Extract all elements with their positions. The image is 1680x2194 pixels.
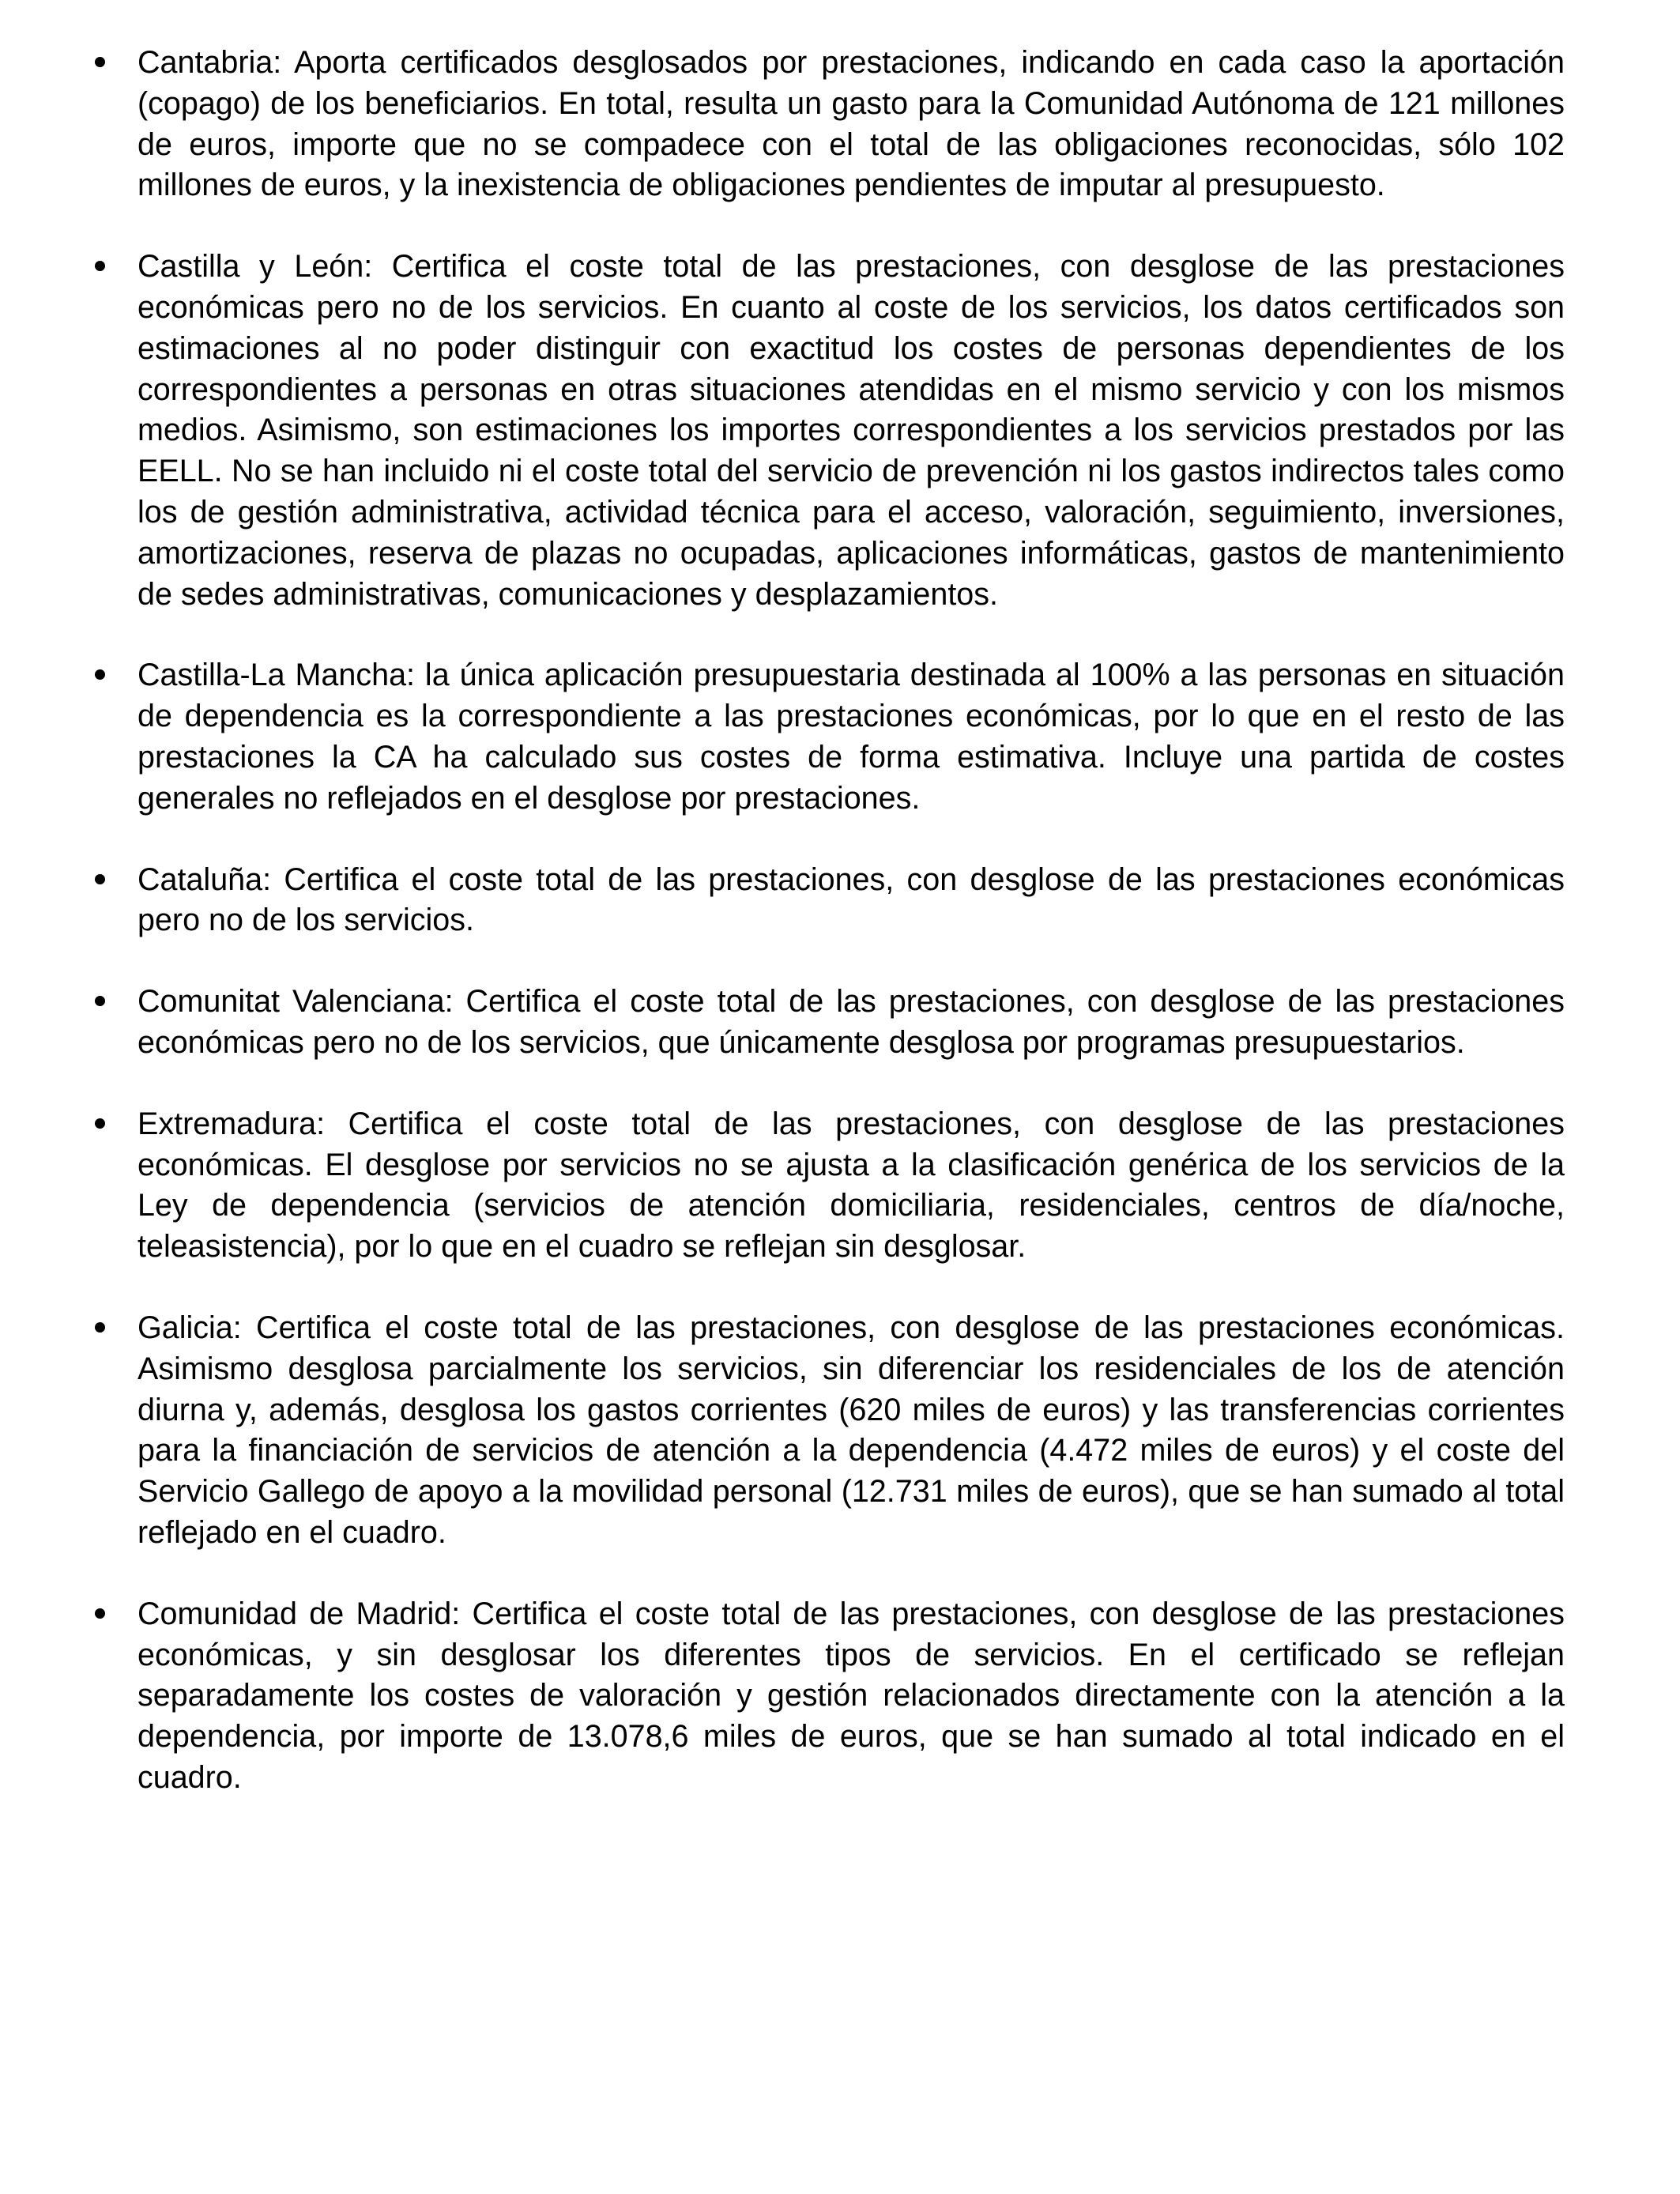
bullet-list (95, 43, 1565, 1839)
bullet-dot-icon (95, 669, 105, 680)
list-item-text: Comunitat Valenciana: Certifica el coste total de las prestaciones, con desglose de las prestaciones económicas pero no de los servicios, que únicamente desglosa por programas presupuestarios. (137, 984, 1565, 1060)
bullet-dot-icon (95, 1118, 105, 1129)
bullet-dot-icon (95, 1608, 105, 1619)
list-item-cataluna (95, 860, 1565, 942)
bullet-dot-icon (95, 996, 105, 1006)
list-item-text: Galicia: Certifica el coste total de las prestaciones, con desglose de las prestaciones económicas. Asimismo desglosa parcialmente los servicios, sin diferenciar los residenciales de los de atención diurna y, además, desglosa los gastos corrientes (620 miles de euros) y las transferencias corrientes para la financiación de servicios de atención a la dependencia (4.472 miles de euros) y el coste del Servicio Gallego de apoyo a la movilidad personal (12.731 miles de euros), que se han sumado al total reflejado en el cuadro. (137, 1310, 1565, 1550)
bullet-dot-icon (95, 261, 105, 271)
list-item-text: Castilla y León: Certifica el coste total de las prestaciones, con desglose de las prestaciones económicas pero no de los servicios. En cuanto al coste de los servicios, los datos certificados son estimaciones al no poder distinguir con exactitud los costes de personas dependientes de los correspondientes a personas en otras situaciones atendidas en el mismo servicio y con los mismos medios. Asimismo, son estimaciones los importes correspondientes a los servicios prestados por las EELL. No se han incluido ni el coste total del servicio de prevención ni los gastos indirectos tales como los de gestión administrativa, actividad técnica para el acceso, valoración, seguimiento, inversiones, amortizaciones, reserva de plazas no ocupadas, aplicaciones informáticas, gastos de mantenimiento de sedes administrativas, comunicaciones y desplazamientos. (137, 249, 1565, 612)
bullet-dot-icon (95, 57, 105, 67)
list-item-castilla-y-leon (95, 247, 1565, 615)
list-item-text: Cantabria: Aporta certificados desglosados por prestaciones, indicando en cada caso la aportación (copago) de los beneficiarios. En total, resulta un gasto para la Comunidad Autónoma de 121 millones de euros, importe que no se compadece con el total de las obligaciones reconocidas, sólo 102 millones de euros, y la inexistencia de obligaciones pendientes de imputar al presupuesto. (137, 45, 1565, 203)
list-item-text: Extremadura: Certifica el coste total de las prestaciones, con desglose de las prestaciones económicas. El desglose por servicios no se ajusta a la clasificación genérica de los servicios de la Ley de dependencia (servicios de atención domiciliaria, residenciales, centros de día/noche, teleasistencia), por lo que en el cuadro se reflejan sin desglosar. (137, 1106, 1565, 1265)
list-item-text: Castilla-La Mancha: la única aplicación presupuestaria destinada al 100% a las personas en situación de dependencia es la correspondiente a las prestaciones económicas, por lo que en el resto de las prestaciones la CA ha calculado sus costes de forma estimativa. Incluye una partida de costes generales no reflejados en el desglose por prestaciones. (137, 658, 1565, 816)
list-item-castilla-la-mancha (95, 655, 1565, 819)
list-item-extremadura (95, 1104, 1565, 1268)
list-item-text: Cataluña: Certifica el coste total de las prestaciones, con desglose de las prestaciones económicas pero no de los servicios. (137, 861, 1565, 938)
list-item-galicia (95, 1308, 1565, 1554)
list-item-text: Comunidad de Madrid: Certifica el coste total de las prestaciones, con desglose de las prestaciones económicas, y sin desglosar los diferentes tipos de servicios. En el certificado se reflejan separadamente los costes de valoración y gestión relacionados directamente con la atención a la dependencia, por importe de 13.078,6 miles de euros, que se han sumado al total indicado en el cuadro. (137, 1596, 1565, 1795)
list-item-cantabria (95, 43, 1565, 206)
bullet-dot-icon (95, 874, 105, 884)
list-item-comunitat-valenciana (95, 982, 1565, 1064)
bullet-dot-icon (95, 1322, 105, 1333)
list-item-comunidad-de-madrid (95, 1594, 1565, 1799)
